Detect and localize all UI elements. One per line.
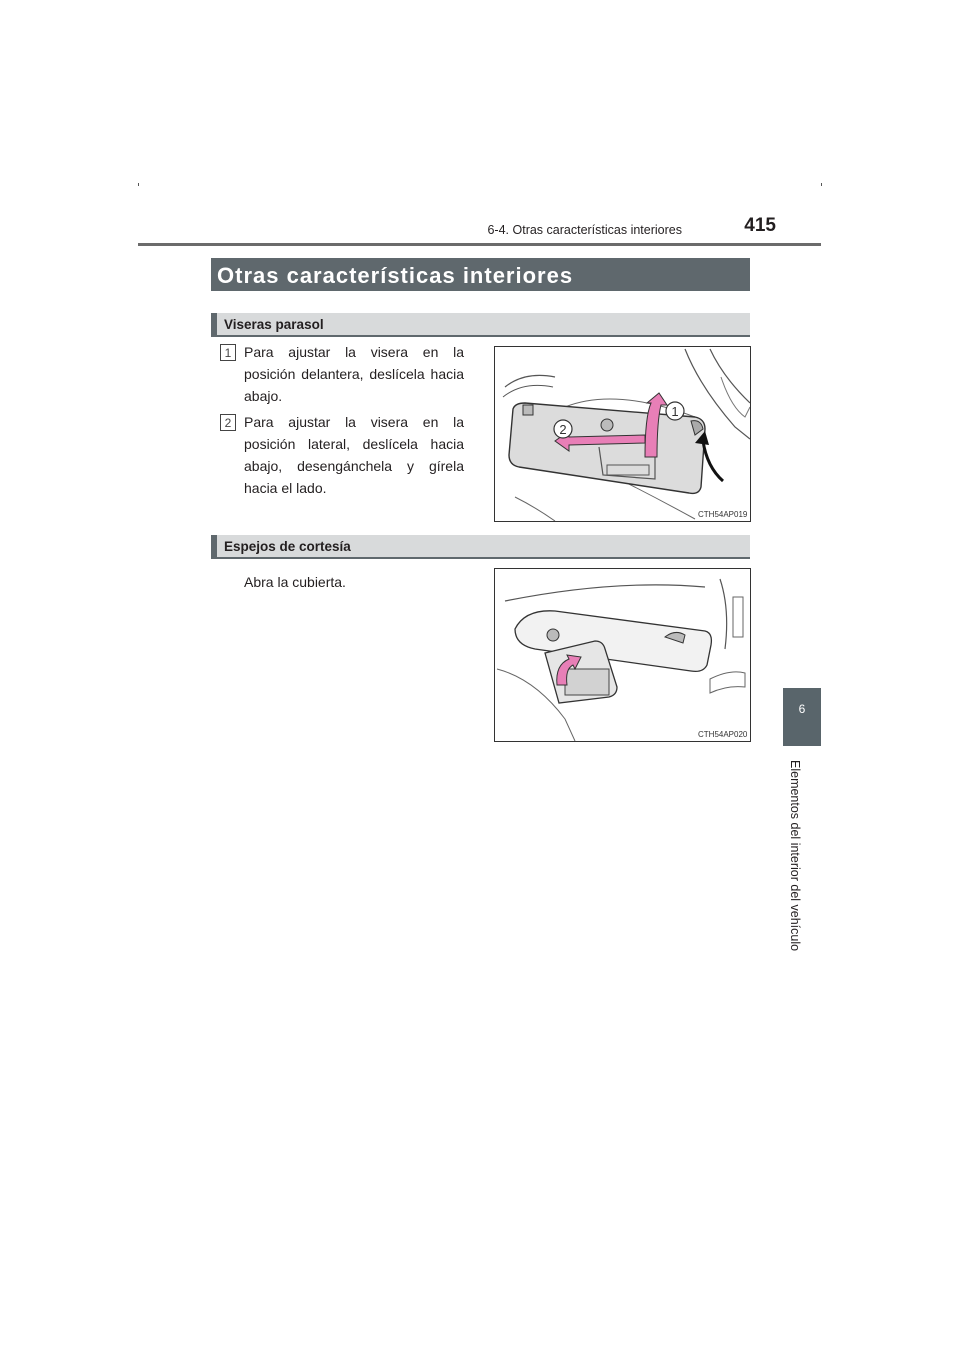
instruction-text: Abra la cubierta. (244, 574, 346, 590)
page-number: 415 (744, 215, 776, 236)
step-marker-1: 1 (220, 344, 236, 361)
chapter-number: 6 (798, 702, 806, 716)
crop-mark (821, 183, 822, 186)
running-header-section: 6-4. Otras características interiores (487, 223, 682, 237)
figure-code-1: CTH54AP019 (698, 510, 748, 519)
vanity-mirror-illustration (494, 568, 751, 742)
step-marker-2: 2 (220, 414, 236, 431)
chapter-side-label: Elementos del interior del vehículo (788, 760, 802, 952)
section-heading-espejos: Espejos de cortesía (224, 539, 351, 554)
section-heading-marker (211, 535, 217, 559)
page-title: Otras características interiores (217, 263, 574, 288)
figure-code-2: CTH54AP020 (698, 730, 748, 739)
crop-mark (138, 183, 139, 186)
section-heading-marker (211, 313, 217, 337)
sun-visor-illustration (494, 346, 751, 522)
step-text-1: Para ajustar la visera en la posición delantera, deslícela hacia abajo. (244, 344, 464, 404)
chapter-tab (783, 688, 821, 746)
callout-2: 2 (559, 422, 567, 437)
callout-1: 1 (671, 404, 679, 419)
sun-visor-drawing (495, 347, 750, 521)
section-heading-viseras: Viseras parasol (224, 317, 324, 332)
vanity-mirror-drawing (495, 569, 750, 741)
step-text-2: Para ajustar la visera en la posición lateral, deslícela hacia abajo, desengánchela y gírela hacia el lado. (244, 414, 464, 496)
header-rule (138, 243, 821, 246)
